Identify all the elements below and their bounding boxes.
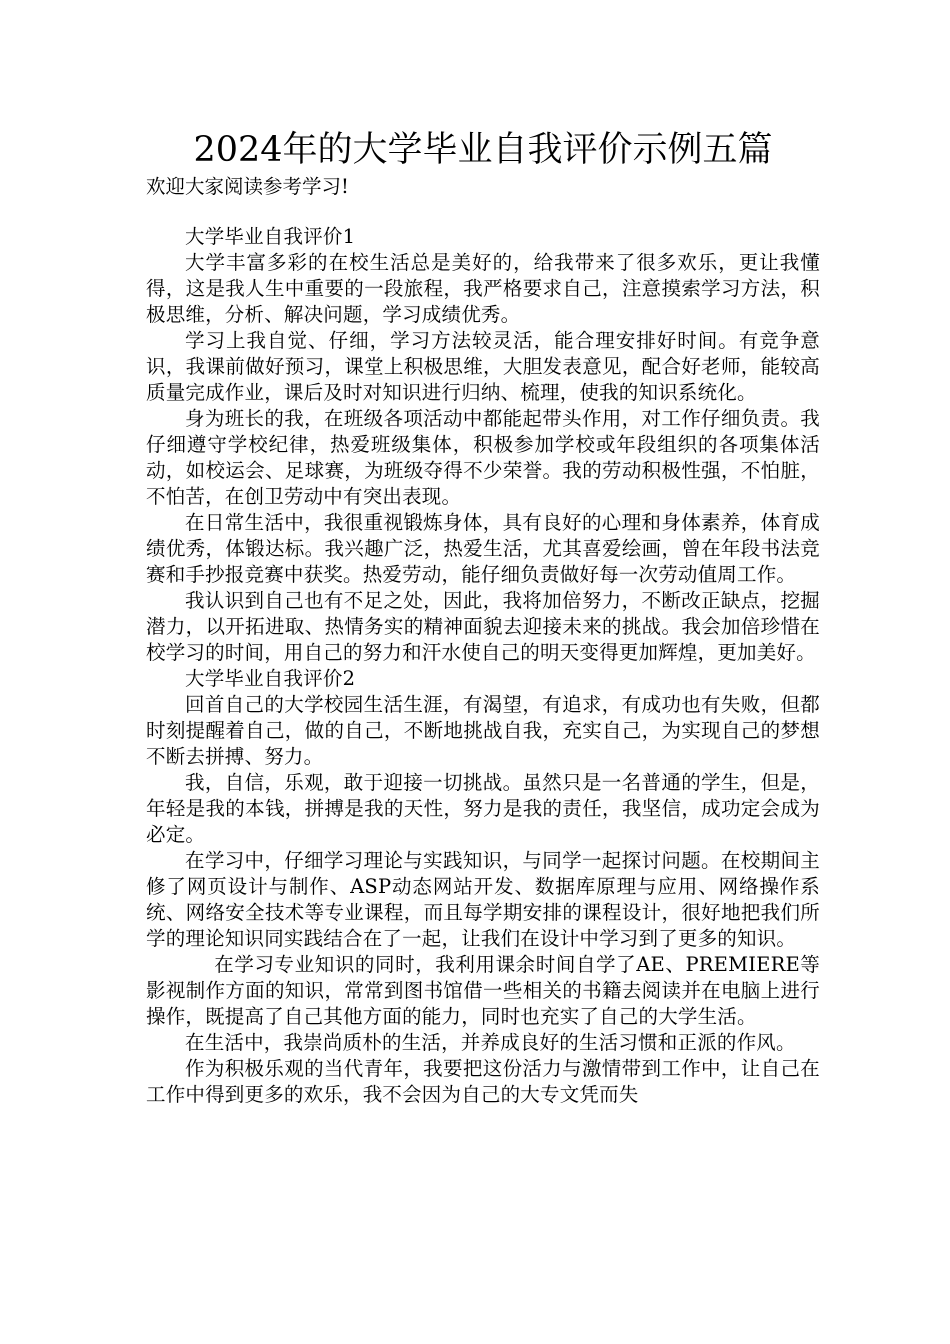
paragraph: 身为班长的我，在班级各项活动中都能起带头作用，对工作仔细负责。我仔细遵守学校纪律，热爱班级集体，积极参加学校或年段组织的各项集体活动，如校运会、足球赛，为班级夺得不少荣誉。我的劳动积极性强，不怕脏，不怕苦，在创卫劳动中有突出表现。	[146, 407, 820, 508]
document-body	[146, 224, 820, 1108]
paragraph: 学习上我自觉、仔细，学习方法较灵活，能合理安排好时间。有竞争意识，我课前做好预习，课堂上积极思维，大胆发表意见，配合好老师，能较高质量完成作业，课后及时对知识进行归纳、梳理，使我的知识系统化。	[146, 329, 820, 404]
paragraph: 回首自己的大学校园生活生涯，有渴望，有追求，有成功也有失败，但都时刻提醒着自己，做的自己，不断地挑战自我，充实自己，为实现自己的梦想不断去拼搏、努力。	[146, 693, 820, 768]
paragraph: 我认识到自己也有不足之处，因此，我将加倍努力，不断改正缺点，挖掘潜力，以开拓进取、热情务实的精神面貌去迎接未来的挑战。我会加倍珍惜在校学习的时间，用自己的努力和汗水使自己的明天变得更加辉煌，更加美好。	[146, 589, 820, 664]
intro-line: 欢迎大家阅读参考学习!	[146, 175, 349, 198]
section-heading-2: 大学毕业自我评价2	[185, 667, 356, 690]
paragraph: 大学丰富多彩的在校生活总是美好的，给我带来了很多欢乐，更让我懂得，这是我人生中重要的一段旅程，我严格要求自己，注意摸索学习方法，积极思维，分析、解决问题，学习成绩优秀。	[146, 251, 820, 326]
paragraph: 在日常生活中，我很重视锻炼身体，具有良好的心理和身体素养，体育成绩优秀，体锻达标。我兴趣广泛，热爱生活，尤其喜爱绘画，曾在年段书法竞赛和手抄报竞赛中获奖。热爱劳动，能仔细负责做好每一次劳动值周工作。	[146, 511, 820, 586]
paragraph: 在生活中，我崇尚质朴的生活，并养成良好的生活习惯和正派的作风。	[185, 1031, 796, 1054]
paragraph: 在学习中，仔细学习理论与实践知识，与同学一起探讨问题。在校期间主修了网页设计与制作、ASP动态网站开发、数据库原理与应用、网络操作系统、网络安全技术等专业课程，而且每学期安排的课程设计，很好地把我们所学的理论知识同实践结合在了一起，让我们在设计中学习到了更多的知识。	[146, 849, 820, 950]
paragraph: 在学习专业知识的同时，我利用课余时间自学了AE、PREMIERE等影视制作方面的知识，常常到图书馆借一些相关的书籍去阅读并在电脑上进行操作，既提高了自己其他方面的能力，同时也充实了自己的大学生活。	[146, 953, 820, 1028]
document-title: 2024年的大学毕业自我评价示例五篇	[193, 130, 773, 170]
paragraph: 我，自信，乐观，敢于迎接一切挑战。虽然只是一名普通的学生，但是，年轻是我的本钱，拼搏是我的天性，努力是我的责任，我坚信，成功定会成为必定。	[146, 771, 820, 846]
section-heading-1: 大学毕业自我评价1	[185, 225, 356, 248]
paragraph: 作为积极乐观的当代青年，我要把这份活力与激情带到工作中，让自己在工作中得到更多的欢乐，我不会因为自己的大专文凭而失	[146, 1057, 820, 1106]
